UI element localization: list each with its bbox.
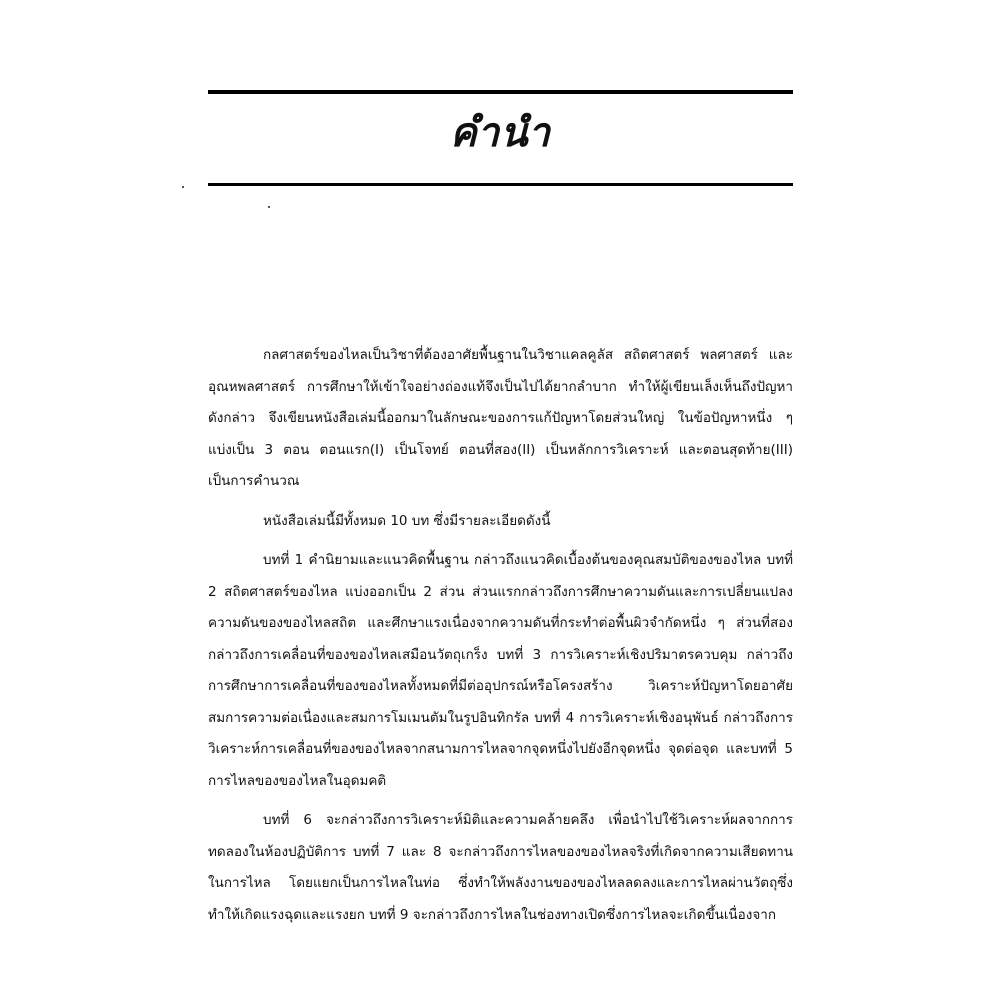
title-rule-top — [208, 90, 793, 94]
title-rule-bottom — [208, 183, 793, 186]
paragraph-intro: กลศาสตร์ของไหลเป็นวิชาที่ต้องอาศัยพื้นฐานในวิชาแคลคูลัส สถิตศาสตร์ พลศาสตร์ และอุณหพลศาสตร์ การศึกษาให้เข้าใจอย่างถ่องแท้จึงเป็นไปได้ยากลำบาก ทำให้ผู้เขียนเล็งเห็นถึงปัญหาดังกล่าว จึงเขียนหนังสือเล่มนี้ออกมาในลักษณะของการแก้ปัญหาโดยส่วนใหญ่ ในข้อปัญหาหนึ่ง ๆ แบ่งเป็น 3 ตอน ตอนแรก(I) เป็นโจทย์ ตอนที่สอง(II) เป็นหลักการวิเคราะห์ และตอนสุดท้าย(III) เป็นการคำนวณ — [208, 347, 793, 489]
paragraph-chapter-count: หนังสือเล่มนี้มีทั้งหมด 10 บท ซึ่งมีรายละเอียดดังนี้ — [263, 512, 551, 529]
paragraph-chapters-6-9: บทที่ 6 จะกล่าวถึงการวิเคราะห์มิติและความคล้ายคลึง เพื่อนำไปใช้วิเคราะห์ผลจากการทดลองในห้องปฏิบัติการ บทที่ 7 และ 8 จะกล่าวถึงการไหลของของไหลจริงที่เกิดจากความเสียดทานในการไหล โดยแยกเป็นการไหลในท่อ ซึ่งทำให้พลังงานของของไหลลดลงและการไหลผ่านวัตถุซึ่งทำให้เกิดแรงฉุดและแรงยก บทที่ 9 จะกล่าวถึงการไหลในช่องทางเปิดซึ่งการไหลจะเกิดขึ้นเนื่องจาก — [208, 812, 793, 923]
scan-speck — [182, 186, 184, 188]
scan-speck — [268, 206, 270, 208]
page-title: คำนำ — [449, 110, 552, 156]
preface-body — [208, 340, 793, 931]
paragraph-chapters-1-5: บทที่ 1 คำนิยามและแนวคิดพื้นฐาน กล่าวถึงแนวคิดเบื้องต้นของคุณสมบัติของของไหล บทที่ 2 สถิตศาสตร์ของไหล แบ่งออกเป็น 2 ส่วน ส่วนแรกกล่าวถึงการศึกษาความดันและการเปลี่ยนแปลงความดันของของไหลสถิต และศึกษาแรงเนื่องจากความดันที่กระทำต่อพื้นผิวจำกัดหนึ่ง ๆ ส่วนที่สองกล่าวถึงการเคลื่อนที่ของของไหลเสมือนวัตถุเกร็ง บทที่ 3 การวิเคราะห์เชิงปริมาตรควบคุม กล่าวถึงการศึกษาการเคลื่อนที่ของของไหลทั้งหมดที่มีต่ออุปกรณ์หรือโครงสร้าง วิเคราะห์ปัญหาโดยอาศัยสมการความต่อเนื่องและสมการโมเมนตัมในรูปอินทิกรัล บทที่ 4 การวิเคราะห์เชิงอนุพันธ์ กล่าวถึงการวิเคราะห์การเคลื่อนที่ของของไหลจากสนามการไหลจากจุดหนึ่งไปยังอีกจุดหนึ่ง จุดต่อจุด และบทที่ 5 การไหลของของไหลในอุดมคติ — [208, 552, 793, 789]
